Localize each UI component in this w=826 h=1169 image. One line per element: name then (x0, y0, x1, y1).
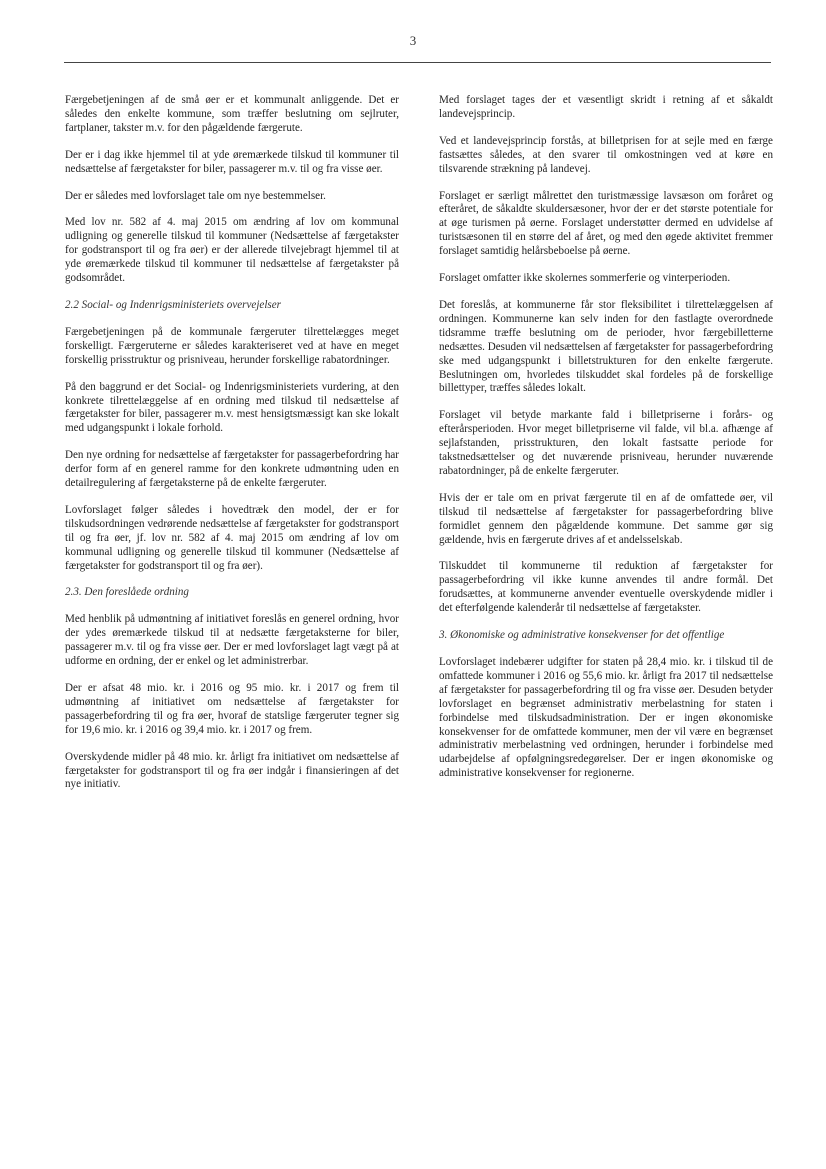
left-column (65, 94, 399, 805)
body-paragraph: Med forslaget tages der et væsentligt skridt i retning af et såkaldt landevejsprincip. (439, 94, 773, 120)
body-paragraph: Færgebetjeningen på de kommunale færgeruter tilrettelægges meget forskelligt. Færgeruterne er således karakteriseret ved at have en meget forskellig prisstruktur og prisniveau, herunder forskellige rabatordninger. (65, 325, 399, 366)
body-paragraph: Færgebetjeningen af de små øer er et kommunalt anliggende. Det er således den enkelte kommune, som træffer beslutning om sejlruter, fartplaner, takster m.v. for den pågældende færgerute. (65, 94, 399, 134)
section-heading: 3. Økonomiske og administrative konsekvenser for det offentlige (439, 629, 725, 642)
body-paragraph: Tilskuddet til kommunerne til reduktion af færgetakster for passagerbefordring vil ikke kunne anvendes til andre formål. Det forudsættes, at kommunerne anvender eventuelle overskydende midler i det efterfølgende kalenderår til nedsættelse af færgetakster. (439, 560, 773, 615)
body-paragraph: Med henblik på udmøntning af initiativet foreslås en generel ordning, hvor der ydes øremærkede tilskud til at nedsætte færgetaksterne for biler, passagerer m.v. til og fra visse øer. Der er med lovforslaget lagt vægt på at udforme en ordning, der er enkel og let administrerbar. (65, 613, 399, 668)
body-paragraph: Lovforslaget følger således i hovedtræk den model, der er for tilskudsordningen vedrørende nedsættelse af færgetakster for godstransport til og fra øer, jf. lov nr. 582 af 4. maj 2015 om ændring af lov om kommunal udligning og generelle tilskud til kommuner (Nedsættelse af færgetakster for godstransport til og fra øer). (65, 503, 399, 572)
page-number: 3 (409, 33, 417, 48)
body-paragraph: Der er således med lovforslaget tale om nye bestemmelser. (65, 189, 326, 202)
body-paragraph: Hvis der er tale om en privat færgerute til en af de omfattede øer, vil tilskud til nedsættelse af færgetakster for passagerbefordring blive formidlet gennem den pågældende kommune. Det samme gør sig gældende, hvis en færgerute drives af et andelsselskab. (439, 491, 773, 546)
header-rule (64, 62, 771, 63)
section-heading: 2.2 Social- og Indenrigsministeriets overvejelser (65, 298, 281, 311)
body-paragraph: Forslaget omfatter ikke skolernes sommerferie og vinterperioden. (439, 272, 731, 285)
body-paragraph: Overskydende midler på 48 mio. kr. årligt fra initiativet om nedsættelse af færgetakster for godstransport til og fra øer indgår i finansieringen af det nye initiativ. (65, 750, 399, 791)
right-column (439, 94, 773, 794)
body-paragraph: Forslaget vil betyde markante fald i billetpriserne i forårs- og efterårsperioden. Hvor meget billetpriserne vil falde, vil bl.a. afhænge af sejlafstanden, prisstrukturen, den lokalt fastsatte periode for takstnedsættelser og det nuværende prisniveau, herunder nuværende rabatordninger, på de enkelte færgeruter. (439, 409, 773, 477)
body-paragraph: Der er afsat 48 mio. kr. i 2016 og 95 mio. kr. i 2017 og frem til udmøntning af initiativet om nedsættelse af færgetakster for passagerbefordring til og fra øer, hvoraf de statslige færgeruter tegner sig for 19,6 mio. kr. i 2016 og 39,4 mio. kr. i 2017 og frem. (65, 682, 399, 736)
body-paragraph: Lovforslaget indebærer udgifter for staten på 28,4 mio. kr. i tilskud til de omfattede kommuner i 2016 og 55,6 mio. kr. årligt fra 2017 til nedsættelse af færgetakster for passagerbefordring til og fra visse øer. Desuden betyder lovforslaget en begrænset administrativ merbelastning for staten i forbindelse med tilskudsadministration. Der er ingen økonomiske konsekvenser for de omfattede kommuner, men der vil være en begrænset administrativ merbelastning ved ordningen, herunder i forbindelse med udarbejdelse af opfølgningsredegørelser. Der er ingen økonomiske og administrative konsekvenser for regionerne. (439, 656, 773, 780)
body-paragraph: Det foreslås, at kommunerne får stor fleksibilitet i tilrettelæggelsen af ordningen. Kommunerne kan selv inden for den fastlagte overordnede tidsramme træffe beslutning om de perioder, hvor færgebilletterne nedsættes. Desuden vil nedsættelsen af færgetakster for passagerbefordring ske med udgangspunkt i billetstrukturen for den enkelte færgerute. Beslutningen om, hvorledes tilskuddet skal fordeles på de forskellige billettyper, træffes således lokalt. (439, 298, 773, 395)
body-paragraph: På den baggrund er det Social- og Indenrigsministeriets vurdering, at den konkrete tilrettelæggelse af en ordning med tilskud til nedsættelse af færgetakster for biler, passagerer m.v. mest hensigtsmæssigt kan ske lokalt med udgangspunkt i lokale forhold. (65, 380, 399, 435)
body-paragraph: Med lov nr. 582 af 4. maj 2015 om ændring af lov om kommunal udligning og generelle tilskud til kommuner (Nedsættelse af færgetakster for godstransport til og fra øer) er der allerede tilvejebragt hjemmel til at yde øremærkede tilskud til kommuner til nedsættelse af færgetakster på godsområdet. (65, 216, 399, 285)
body-paragraph: Der er i dag ikke hjemmel til at yde øremærkede tilskud til kommuner til nedsættelse af færgetakster for biler, passagerer m.v. til og fra visse øer. (65, 148, 399, 175)
body-paragraph: Forslaget er særligt målrettet den turistmæssige lavsæson om foråret og efteråret, de såkaldte skuldersæsoner, hvor der er det største potentiale for at øge turismen på øerne. Forslaget understøtter dermed en udvidelse af turistsæsonen til en større del af året, og med den øgede aktivitet fremmer forslaget samtidig helårsbeboelse på øerne. (439, 189, 773, 258)
body-paragraph: Ved et landevejsprincip forstås, at billetprisen for at sejle med en færge fastsættes således, at den svarer til omkostningen ved at køre en tilsvarende strækning på landevej. (439, 134, 773, 175)
section-heading: 2.3. Den foreslåede ordning (65, 586, 189, 599)
body-paragraph: Den nye ordning for nedsættelse af færgetakster for passagerbefordring har derfor form af en generel ramme for den konkrete udmøntning uden en detailregulering af færgetaksterne på de enkelte færgeruter. (65, 449, 399, 490)
